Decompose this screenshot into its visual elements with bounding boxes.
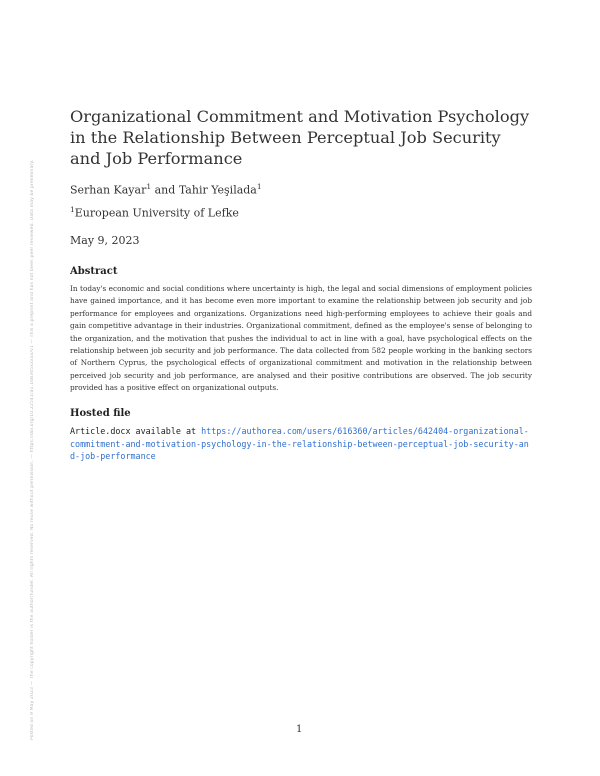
hosted-file-name: Article.docx	[70, 426, 131, 436]
hosted-file-heading: Hosted file	[70, 408, 131, 419]
paper-date: May 9, 2023	[70, 234, 140, 247]
affiliation-name: European University of Lefke	[74, 206, 239, 220]
author-affil-mark: 1	[146, 182, 152, 191]
abstract-heading: Abstract	[70, 266, 118, 277]
author-joiner: and	[151, 183, 179, 197]
page-number: 1	[296, 724, 303, 735]
author-affil-mark: 1	[256, 182, 262, 191]
author-name: Tahir Yeşilada	[178, 183, 257, 197]
author-list	[70, 182, 262, 197]
affiliation	[70, 205, 239, 220]
paper-title: Organizational Commitment and Motivation Psychology in the Relationship Between Perceptual Job Security and Job Performance	[70, 107, 530, 168]
hosted-file-line	[70, 425, 532, 463]
abstract-body: In today's economic and social conditions where uncertainty is high, the legal and social dimensions of employment policies have gained importance, and it has become even more important to examine the relationship between job security and job performance for employees and organizations. Organizations need high-performing employees to achieve their goals and gain competitive advantage in their industries. Organizational commitment, defined as the employee's sense of belonging to the organization, and the motivation that pushes the individual to act in line with a goal, have psychological effects on the relationship between job security and job performance. The data collected from 582 people working in the banking sectors of Northern Cyprus, the psychological effects of organizational commitment and motivation in the relationship between perceived job security and job performance, are analysed and their positive contributions are observed. The job security provided has a positive effect on organizational outputs.	[70, 284, 532, 393]
affiliation-mark: 1	[70, 205, 75, 214]
hosted-available-text: available at	[130, 426, 202, 436]
author-name: Serhan Kayar	[70, 183, 147, 197]
preprint-side-note: Posted on 9 May 2023 — The copyright holder is the author/funder. All rights reserved. No reuse without permission. — https://doi.org/10.22541/au.168365xxxxx/v1 — This a preprint and has not been peer reviewed. Data may be preliminary.	[30, 159, 35, 740]
hosted-file-link[interactable]: https://authorea.com/users/616360/articles/642404-organizational-commitment-and-motivation-psychology-in-the-relationship-between-perceptual-job-security-and-job-performance	[70, 426, 529, 462]
